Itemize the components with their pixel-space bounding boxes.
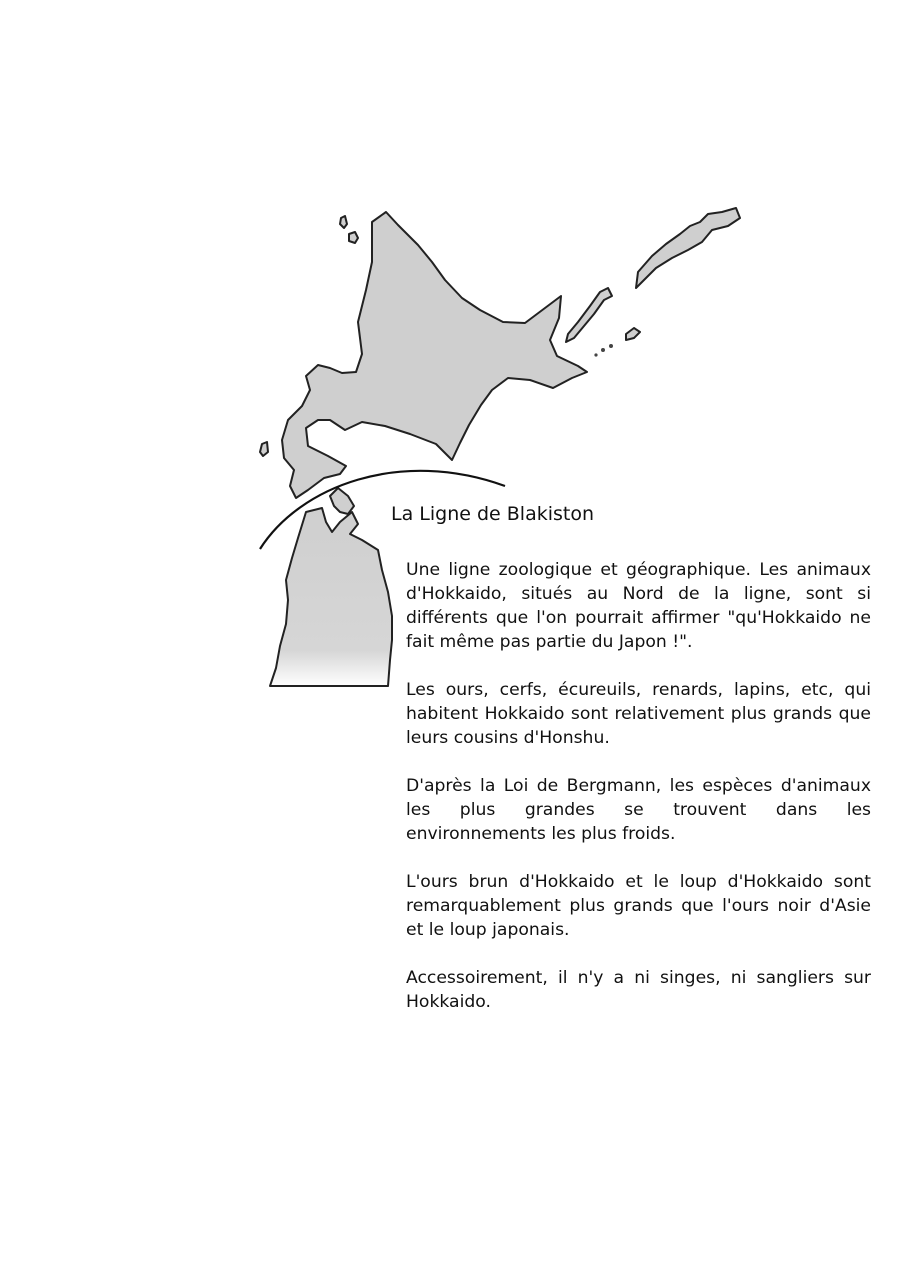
- body-text: [406, 558, 871, 1038]
- habomai-islet-1: [601, 348, 605, 352]
- habomai-islet-3: [594, 353, 597, 356]
- rishiri-island: [349, 232, 358, 243]
- paragraph-animal-size: Les ours, cerfs, écureuils, renards, lapins, etc, qui habitent Hokkaido sont relativement plus grands que leurs cousins d'Honshu.: [406, 680, 871, 748]
- paragraph-monkeys-boars: Accessoirement, il n'y a ni singes, ni sangliers sur Hokkaido.: [406, 968, 871, 1012]
- okushiri-island: [260, 442, 268, 456]
- habomai-islet-2: [609, 344, 613, 348]
- kunashiri-island: [566, 288, 612, 342]
- page-title: La Ligne de Blakiston: [391, 503, 595, 525]
- honshu-island: [270, 508, 392, 686]
- paragraph-bear-wolf: L'ours brun d'Hokkaido et le loup d'Hokkaido sont remarquablement plus grands que l'ours noir d'Asie et le loup japonais.: [406, 872, 871, 940]
- shikotan-island: [626, 328, 640, 340]
- paragraph-bergmann-law: D'après la Loi de Bergmann, les espèces d'animaux les plus grandes se trouvent dans les environnements les plus froids.: [406, 776, 871, 844]
- hokkaido-island: [282, 212, 587, 498]
- rebun-island: [340, 216, 347, 228]
- iturup-island: [636, 208, 740, 288]
- paragraph-intro: Une ligne zoologique et géographique. Les animaux d'Hokkaido, situés au Nord de la ligne, sont si différents que l'on pourrait affirmer "qu'Hokkaido ne fait même pas partie du Japon !".: [406, 560, 871, 652]
- shimokita-peninsula: [330, 488, 354, 514]
